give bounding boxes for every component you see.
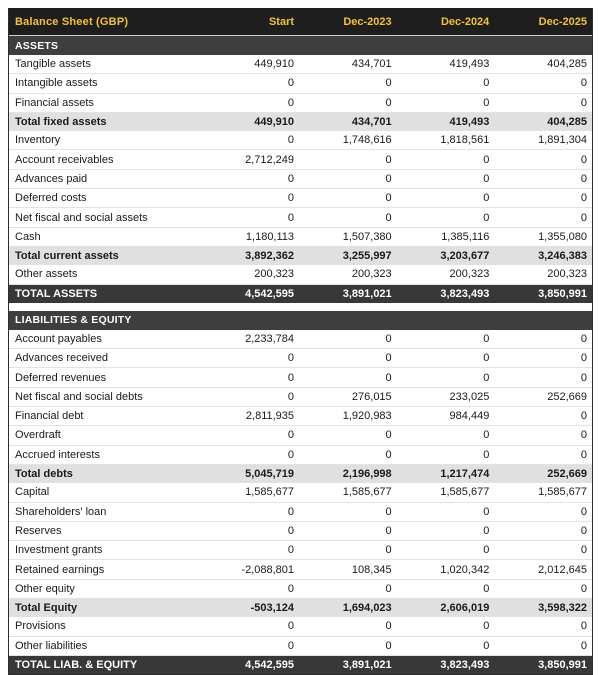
cell-value: 3,891,021	[299, 284, 397, 303]
cell-value: 434,701	[299, 112, 397, 131]
row-label: TOTAL ASSETS	[9, 284, 201, 303]
cell-value: 0	[397, 541, 495, 560]
cell-value: 0	[397, 445, 495, 464]
section-header-label: LIABILITIES & EQUITY	[9, 311, 592, 330]
cell-value: 0	[397, 636, 495, 655]
row-label: Accrued interests	[9, 445, 201, 464]
table-row	[9, 407, 592, 426]
cell-value: 434,701	[299, 55, 397, 74]
table-row	[9, 521, 592, 540]
cell-value: 0	[494, 189, 592, 208]
cell-value: 1,020,342	[397, 560, 495, 579]
cell-value: 2,012,645	[494, 560, 592, 579]
cell-value: 0	[397, 189, 495, 208]
table-row	[9, 617, 592, 636]
table-row	[9, 55, 592, 74]
cell-value: 0	[494, 521, 592, 540]
cell-value: 0	[494, 636, 592, 655]
cell-value: 233,025	[397, 387, 495, 406]
cell-value: 0	[299, 330, 397, 349]
column-header-dec-2024: Dec-2024	[397, 8, 495, 36]
row-label: Total Equity	[9, 599, 201, 618]
cell-value: 0	[299, 349, 397, 368]
row-label: Inventory	[9, 131, 201, 150]
cell-value: 2,811,935	[201, 407, 299, 426]
cell-value: 0	[299, 636, 397, 655]
cell-value: 200,323	[201, 265, 299, 284]
cell-value: 0	[201, 387, 299, 406]
table-row	[9, 265, 592, 284]
table-row	[9, 169, 592, 188]
cell-value: 1,355,080	[494, 227, 592, 246]
cell-value: 0	[299, 208, 397, 227]
table-header-row	[9, 8, 592, 36]
section-gap-cell	[9, 303, 592, 311]
cell-value: 0	[494, 445, 592, 464]
table-row	[9, 560, 592, 579]
cell-value: 0	[299, 368, 397, 387]
cell-value: 1,217,474	[397, 464, 495, 483]
section-header-row	[9, 36, 592, 56]
cell-value: 3,892,362	[201, 246, 299, 265]
table-row	[9, 599, 592, 618]
cell-value: 3,246,383	[494, 246, 592, 265]
cell-value: 1,180,113	[201, 227, 299, 246]
cell-value: 252,669	[494, 464, 592, 483]
row-label: TOTAL LIAB. & EQUITY	[9, 655, 201, 674]
cell-value: 0	[494, 579, 592, 598]
balance-sheet	[8, 8, 593, 675]
cell-value: 252,669	[494, 387, 592, 406]
cell-value: 0	[201, 617, 299, 636]
cell-value: 404,285	[494, 112, 592, 131]
row-label: Account payables	[9, 330, 201, 349]
row-label: Total current assets	[9, 246, 201, 265]
cell-value: 0	[201, 349, 299, 368]
cell-value: 1,585,677	[397, 483, 495, 502]
cell-value: 0	[299, 579, 397, 598]
cell-value: 1,748,616	[299, 131, 397, 150]
row-label: Other assets	[9, 265, 201, 284]
cell-value: 0	[494, 208, 592, 227]
cell-value: 0	[201, 131, 299, 150]
cell-value: 200,323	[397, 265, 495, 284]
table-row	[9, 227, 592, 246]
cell-value: 0	[397, 368, 495, 387]
row-label: Provisions	[9, 617, 201, 636]
cell-value: 4,542,595	[201, 284, 299, 303]
cell-value: 0	[397, 150, 495, 169]
cell-value: 3,823,493	[397, 284, 495, 303]
section-gap	[9, 303, 592, 311]
cell-value: 0	[299, 445, 397, 464]
cell-value: 0	[299, 541, 397, 560]
row-label: Reserves	[9, 521, 201, 540]
row-label: Financial debt	[9, 407, 201, 426]
cell-value: 419,493	[397, 112, 495, 131]
row-label: Retained earnings	[9, 560, 201, 579]
cell-value: 0	[299, 74, 397, 93]
row-label: Net fiscal and social debts	[9, 387, 201, 406]
table-row	[9, 330, 592, 349]
balance-sheet-table	[9, 8, 592, 674]
cell-value: 2,196,998	[299, 464, 397, 483]
table-row	[9, 464, 592, 483]
cell-value: 3,255,997	[299, 246, 397, 265]
cell-value: 0	[201, 208, 299, 227]
row-label: Overdraft	[9, 426, 201, 445]
cell-value: -2,088,801	[201, 560, 299, 579]
row-label: Advances received	[9, 349, 201, 368]
cell-value: 0	[299, 521, 397, 540]
cell-value: 0	[201, 426, 299, 445]
cell-value: 0	[397, 426, 495, 445]
row-label: Total debts	[9, 464, 201, 483]
column-header-dec-2025: Dec-2025	[494, 8, 592, 36]
cell-value: 0	[397, 349, 495, 368]
cell-value: 0	[494, 407, 592, 426]
table-row	[9, 579, 592, 598]
cell-value: 2,606,019	[397, 599, 495, 618]
cell-value: 0	[397, 521, 495, 540]
cell-value: 108,345	[299, 560, 397, 579]
row-label: Other equity	[9, 579, 201, 598]
cell-value: 0	[494, 169, 592, 188]
cell-value: 0	[494, 330, 592, 349]
cell-value: 3,823,493	[397, 655, 495, 674]
cell-value: 0	[201, 521, 299, 540]
row-label: Total fixed assets	[9, 112, 201, 131]
cell-value: 0	[397, 93, 495, 112]
cell-value: 0	[494, 74, 592, 93]
cell-value: 0	[494, 502, 592, 521]
cell-value: 4,542,595	[201, 655, 299, 674]
cell-value: -503,124	[201, 599, 299, 618]
cell-value: 0	[397, 74, 495, 93]
cell-value: 449,910	[201, 112, 299, 131]
cell-value: 0	[397, 579, 495, 598]
table-row	[9, 445, 592, 464]
cell-value: 0	[494, 541, 592, 560]
table-row	[9, 150, 592, 169]
cell-value: 0	[299, 169, 397, 188]
cell-value: 1,694,023	[299, 599, 397, 618]
cell-value: 0	[201, 169, 299, 188]
cell-value: 0	[397, 502, 495, 521]
cell-value: 0	[299, 189, 397, 208]
cell-value: 0	[494, 617, 592, 636]
cell-value: 2,233,784	[201, 330, 299, 349]
column-header-start: Start	[201, 8, 299, 36]
cell-value: 1,585,677	[299, 483, 397, 502]
row-label: Financial assets	[9, 93, 201, 112]
cell-value: 404,285	[494, 55, 592, 74]
row-label: Cash	[9, 227, 201, 246]
row-label: Intangible assets	[9, 74, 201, 93]
cell-value: 984,449	[397, 407, 495, 426]
cell-value: 0	[299, 426, 397, 445]
table-row	[9, 502, 592, 521]
table-row	[9, 74, 592, 93]
table-row	[9, 368, 592, 387]
table-row	[9, 112, 592, 131]
cell-value: 419,493	[397, 55, 495, 74]
cell-value: 0	[494, 349, 592, 368]
table-row	[9, 284, 592, 303]
cell-value: 5,045,719	[201, 464, 299, 483]
row-label: Other liabilities	[9, 636, 201, 655]
cell-value: 1,385,116	[397, 227, 495, 246]
table-row	[9, 655, 592, 674]
row-label: Tangible assets	[9, 55, 201, 74]
cell-value: 0	[201, 502, 299, 521]
cell-value: 1,920,983	[299, 407, 397, 426]
cell-value: 0	[299, 150, 397, 169]
cell-value: 449,910	[201, 55, 299, 74]
cell-value: 0	[201, 541, 299, 560]
cell-value: 0	[299, 502, 397, 521]
section-header-label: ASSETS	[9, 36, 592, 56]
cell-value: 0	[201, 445, 299, 464]
table-row	[9, 349, 592, 368]
cell-value: 2,712,249	[201, 150, 299, 169]
cell-value: 1,818,561	[397, 131, 495, 150]
cell-value: 1,891,304	[494, 131, 592, 150]
cell-value: 0	[299, 93, 397, 112]
row-label: Investment grants	[9, 541, 201, 560]
cell-value: 0	[201, 579, 299, 598]
cell-value: 1,585,677	[494, 483, 592, 502]
cell-value: 0	[201, 93, 299, 112]
cell-value: 0	[494, 93, 592, 112]
cell-value: 0	[397, 169, 495, 188]
cell-value: 3,891,021	[299, 655, 397, 674]
cell-value: 0	[397, 208, 495, 227]
cell-value: 3,850,991	[494, 655, 592, 674]
cell-value: 200,323	[494, 265, 592, 284]
cell-value: 1,507,380	[299, 227, 397, 246]
cell-value: 0	[201, 74, 299, 93]
row-label: Capital	[9, 483, 201, 502]
cell-value: 0	[299, 617, 397, 636]
table-row	[9, 541, 592, 560]
cell-value: 200,323	[299, 265, 397, 284]
row-label: Deferred costs	[9, 189, 201, 208]
table-row	[9, 93, 592, 112]
row-label: Advances paid	[9, 169, 201, 188]
table-row	[9, 246, 592, 265]
cell-value: 3,203,677	[397, 246, 495, 265]
cell-value: 0	[494, 368, 592, 387]
column-header-dec-2023: Dec-2023	[299, 8, 397, 36]
cell-value: 0	[201, 636, 299, 655]
cell-value: 276,015	[299, 387, 397, 406]
cell-value: 3,598,322	[494, 599, 592, 618]
cell-value: 0	[494, 150, 592, 169]
table-row	[9, 483, 592, 502]
table-title: Balance Sheet (GBP)	[9, 8, 201, 36]
row-label: Shareholders' loan	[9, 502, 201, 521]
table-row	[9, 189, 592, 208]
cell-value: 0	[201, 189, 299, 208]
table-row	[9, 426, 592, 445]
table-row	[9, 131, 592, 150]
table-row	[9, 208, 592, 227]
cell-value: 0	[494, 426, 592, 445]
cell-value: 0	[201, 368, 299, 387]
row-label: Account receivables	[9, 150, 201, 169]
cell-value: 3,850,991	[494, 284, 592, 303]
row-label: Deferred revenues	[9, 368, 201, 387]
table-row	[9, 387, 592, 406]
cell-value: 0	[397, 617, 495, 636]
row-label: Net fiscal and social assets	[9, 208, 201, 227]
cell-value: 1,585,677	[201, 483, 299, 502]
section-header-row	[9, 311, 592, 330]
table-row	[9, 636, 592, 655]
cell-value: 0	[397, 330, 495, 349]
